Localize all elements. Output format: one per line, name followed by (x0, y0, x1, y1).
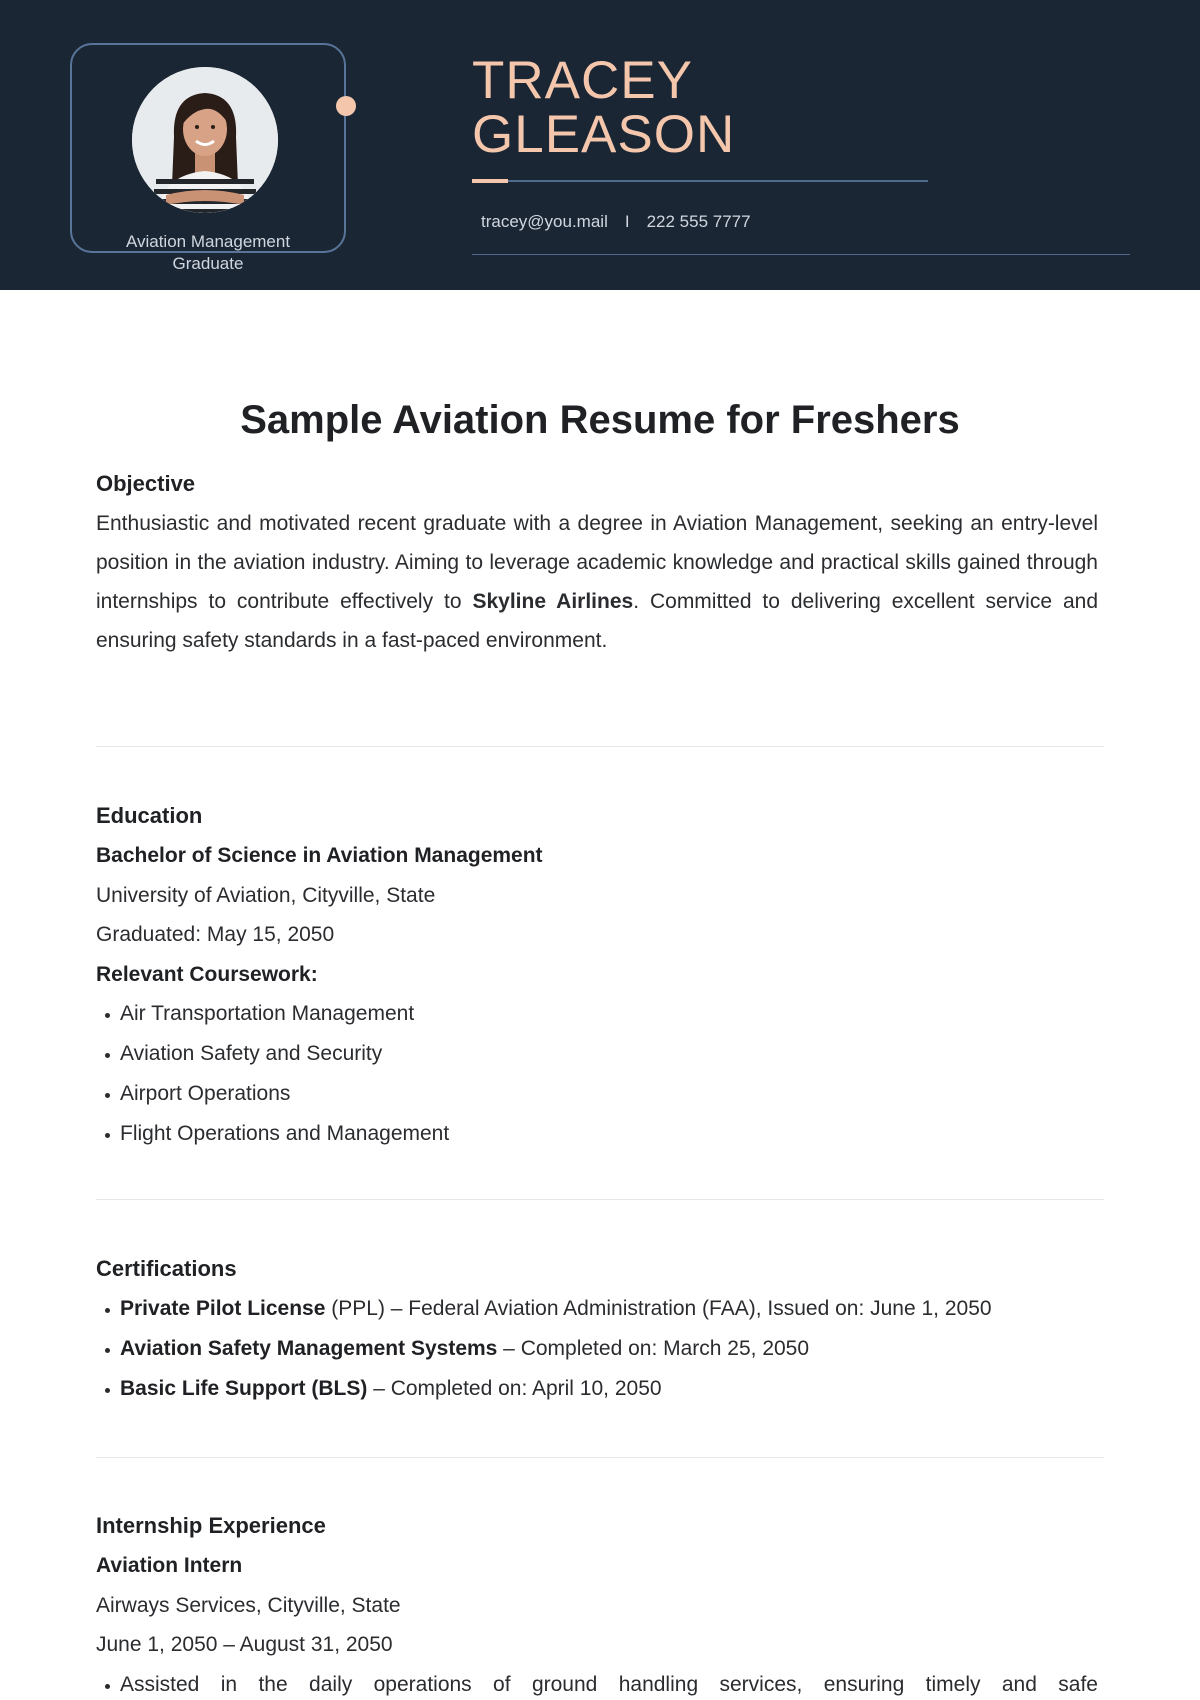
list-item: Air Transportation Management (96, 994, 1098, 1034)
education-heading: Education (96, 803, 203, 828)
section-divider (96, 1199, 1104, 1200)
document-title: Sample Aviation Resume for Freshers (240, 398, 960, 442)
list-item: Private Pilot License (PPL) – Federal Aviation Administration (FAA), Issued on: June 1, 2050 (96, 1289, 1098, 1329)
contact-info (481, 211, 751, 233)
internship-company: Airways Services, Cityville, State (96, 1593, 401, 1617)
resume-header (0, 0, 1200, 290)
internship-dates: June 1, 2050 – August 31, 2050 (96, 1633, 393, 1656)
internship-section (96, 1506, 1098, 1700)
coursework-list (96, 994, 1098, 1154)
contact-underline (472, 254, 1130, 255)
section-divider (96, 746, 1104, 747)
objective-text: Enthusiastic and motivated recent graduate with a degree in Aviation Management, seeking an entry-level position in the aviation industry. Aiming to leverage academic knowledge and practical skills gained through internships to contribute effectively to Skyline Airlines. Committed to delivering excellent service and ensuring safety standards in a fast-paced environment. (96, 512, 1098, 652)
section-divider (96, 1457, 1104, 1458)
school: University of Aviation, Cityville, State (96, 883, 436, 907)
list-item: Assisted in the daily operations of ground handling services, ensuring timely and safe (96, 1665, 1098, 1700)
role-title: Aviation Management Graduate (125, 232, 291, 273)
name-last: GLEASON (472, 105, 736, 164)
phone[interactable]: 222 555 7777 (646, 212, 751, 231)
name-underline-accent (472, 179, 508, 183)
certifications-heading: Certifications (96, 1256, 237, 1281)
certifications-list (96, 1289, 1098, 1409)
email[interactable]: tracey@you.mail (481, 212, 608, 231)
list-item: Basic Life Support (BLS) – Completed on: April 10, 2050 (96, 1369, 1098, 1409)
name-first: TRACEY (472, 51, 693, 110)
graduation-date: Graduated: May 15, 2050 (96, 923, 335, 946)
objective-heading: Objective (96, 471, 196, 496)
list-item: Flight Operations and Management (96, 1114, 1098, 1154)
frame-dot-accent (336, 96, 356, 116)
list-item: Aviation Safety and Security (96, 1034, 1098, 1074)
internship-heading: Internship Experience (96, 1513, 326, 1538)
degree: Bachelor of Science in Aviation Management (96, 844, 543, 867)
list-item: Airport Operations (96, 1074, 1098, 1114)
profile-photo (132, 67, 278, 213)
objective-section (96, 464, 1098, 660)
candidate-name (472, 51, 736, 164)
contact-separator: I (624, 212, 630, 231)
certifications-section (96, 1249, 1098, 1409)
internship-bullets (96, 1665, 1098, 1700)
internship-title: Aviation Intern (96, 1554, 243, 1577)
education-section (96, 796, 1098, 1154)
list-item: Aviation Safety Management Systems – Completed on: March 25, 2050 (96, 1329, 1098, 1369)
target-company: Skyline Airlines (472, 590, 634, 613)
name-underline (472, 180, 928, 182)
coursework-heading: Relevant Coursework: (96, 962, 318, 986)
